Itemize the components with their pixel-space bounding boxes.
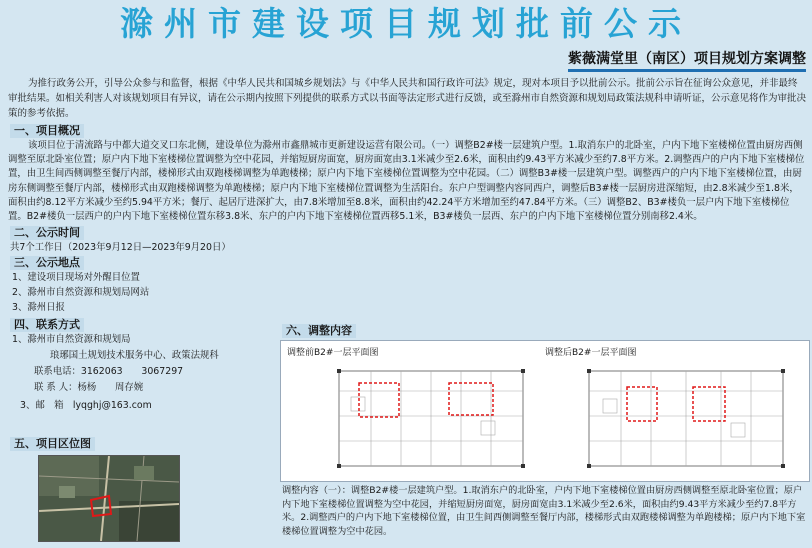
contact-dept: 琅琊国土规划技术服务中心、政策法规科 bbox=[50, 350, 219, 361]
before-floor-plan bbox=[331, 361, 531, 476]
adjust-heading: 六、调整内容 bbox=[282, 324, 356, 338]
location-map bbox=[38, 455, 180, 542]
project-subtitle: 紫薇满堂里（南区）项目规划方案调整 bbox=[568, 50, 806, 72]
after-floor-plan bbox=[581, 361, 791, 476]
period-heading: 二、公示时间 bbox=[10, 226, 84, 240]
location-heading: 五、项目区位图 bbox=[10, 437, 95, 451]
place-item-3: 3、滁州日报 bbox=[12, 302, 65, 313]
intro-paragraph: 为推行政务公开，引导公众参与和监督，根据《中华人民共和国城乡规划法》与《中华人民共和国行政许可法》规定，现对本项目予以批前公示。批前公示旨在征询公众意见，并非最终审批结果。如相关利害人对该规划项目有异议，请在公示期内按照下列提供的联系方式以书面等法定形式进行反馈，或至滁州市自然资源和规划局政策法规科申请听证，公示意见将作为审批决策的参考依据。 bbox=[8, 78, 807, 119]
after-plan-label: 调整后B2#一层平面图 bbox=[545, 348, 637, 358]
contact-people: 联 系 人：杨杨 周存婉 bbox=[34, 382, 144, 393]
page-title: 滁州市建设项目规划批前公示 bbox=[120, 4, 692, 43]
adjust-description: 调整内容（一）：调整B2#楼一层建筑户型。1.取消东户的北卧室，户内下地下室楼梯位置由厨房西侧调整至原北卧室位置；原户内下地下室楼梯位置调整为空中花园，并缩短厨房面宽，厨房面宽由3.1米减少至2.6米，面积由约9.43平方米减少至约7.8平方米。2.调整西户的户内下地下室楼梯位置，由卫生间西侧调整至餐厅内部，楼梯形式由双跑楼梯调整为单跑楼梯；原户内下地下室楼梯位置调整为空中花园。 bbox=[282, 485, 806, 537]
floor-plan-panel bbox=[280, 340, 810, 482]
place-item-1: 1、建设项目现场对外醒目位置 bbox=[12, 272, 140, 283]
before-plan-label: 调整前B2#一层平面图 bbox=[287, 348, 379, 358]
place-heading: 三、公示地点 bbox=[10, 256, 84, 270]
place-item-2: 2、滁州市自然资源和规划局网站 bbox=[12, 287, 150, 298]
contact-phone: 联系电话：3162063 3067297 bbox=[34, 366, 184, 377]
overview-heading: 一、项目概况 bbox=[10, 124, 84, 138]
overview-body: 该项目位于清流路与中都大道交叉口东北侧，建设单位为滁州市鑫鼎城市更新建设运营有限公司。（一）调整B2#楼一层建筑户型。1.取消东户的北卧室，户内下地下室楼梯位置由厨房西侧调整至原北卧室位置；原户内下地下室楼梯位置调整为空中花园，并缩短厨房面宽，厨房面宽由3.1米减少至2.6米，面积由约9.43平方米减少至约7.8平方米。2.调整西户的户内下地下室楼梯位置，由卫生间西侧调整至餐厅内部，楼梯形式由双跑楼梯调整为单跑楼梯；原户内下地下室楼梯位置调整为空中花园。（二）调整B3#楼一层建筑户型。调整西户的户内下地下室楼梯位置，由厨房东侧调整至餐厅内部，楼梯形式由双跑楼梯调整为单跑楼梯；原户内下地下室楼梯位置调整为生活阳台。东户户型调整内容同西户，调整后B3#楼一层厨房进深缩短，由2.8米减少至1.8米，面积由约8.12平方米减少至约5.94平方米；餐厅、起居厅进深扩大，由7.8米增加至8.8米，面积由约42.24平方米增加至约47.84平方米。（三）调整B2、B3#楼负一层户内下地下室楼梯位置。B2#楼负一层西户的户内下地下室楼梯位置东移3.8米、东户的户内下地下室楼梯位置西移5.1米，B3#楼负一层西、东户的户内下地下室楼梯位置分别南移2.4米。 bbox=[8, 140, 805, 223]
contact-heading: 四、联系方式 bbox=[10, 318, 84, 332]
contact-org: 1、滁州市自然资源和规划局 bbox=[12, 334, 131, 345]
contact-email[interactable]: 3、邮 箱 lyqghj@163.com bbox=[20, 400, 152, 411]
period-body: 共7个工作日（2023年9月12日—2023年9月20日） bbox=[10, 242, 231, 253]
